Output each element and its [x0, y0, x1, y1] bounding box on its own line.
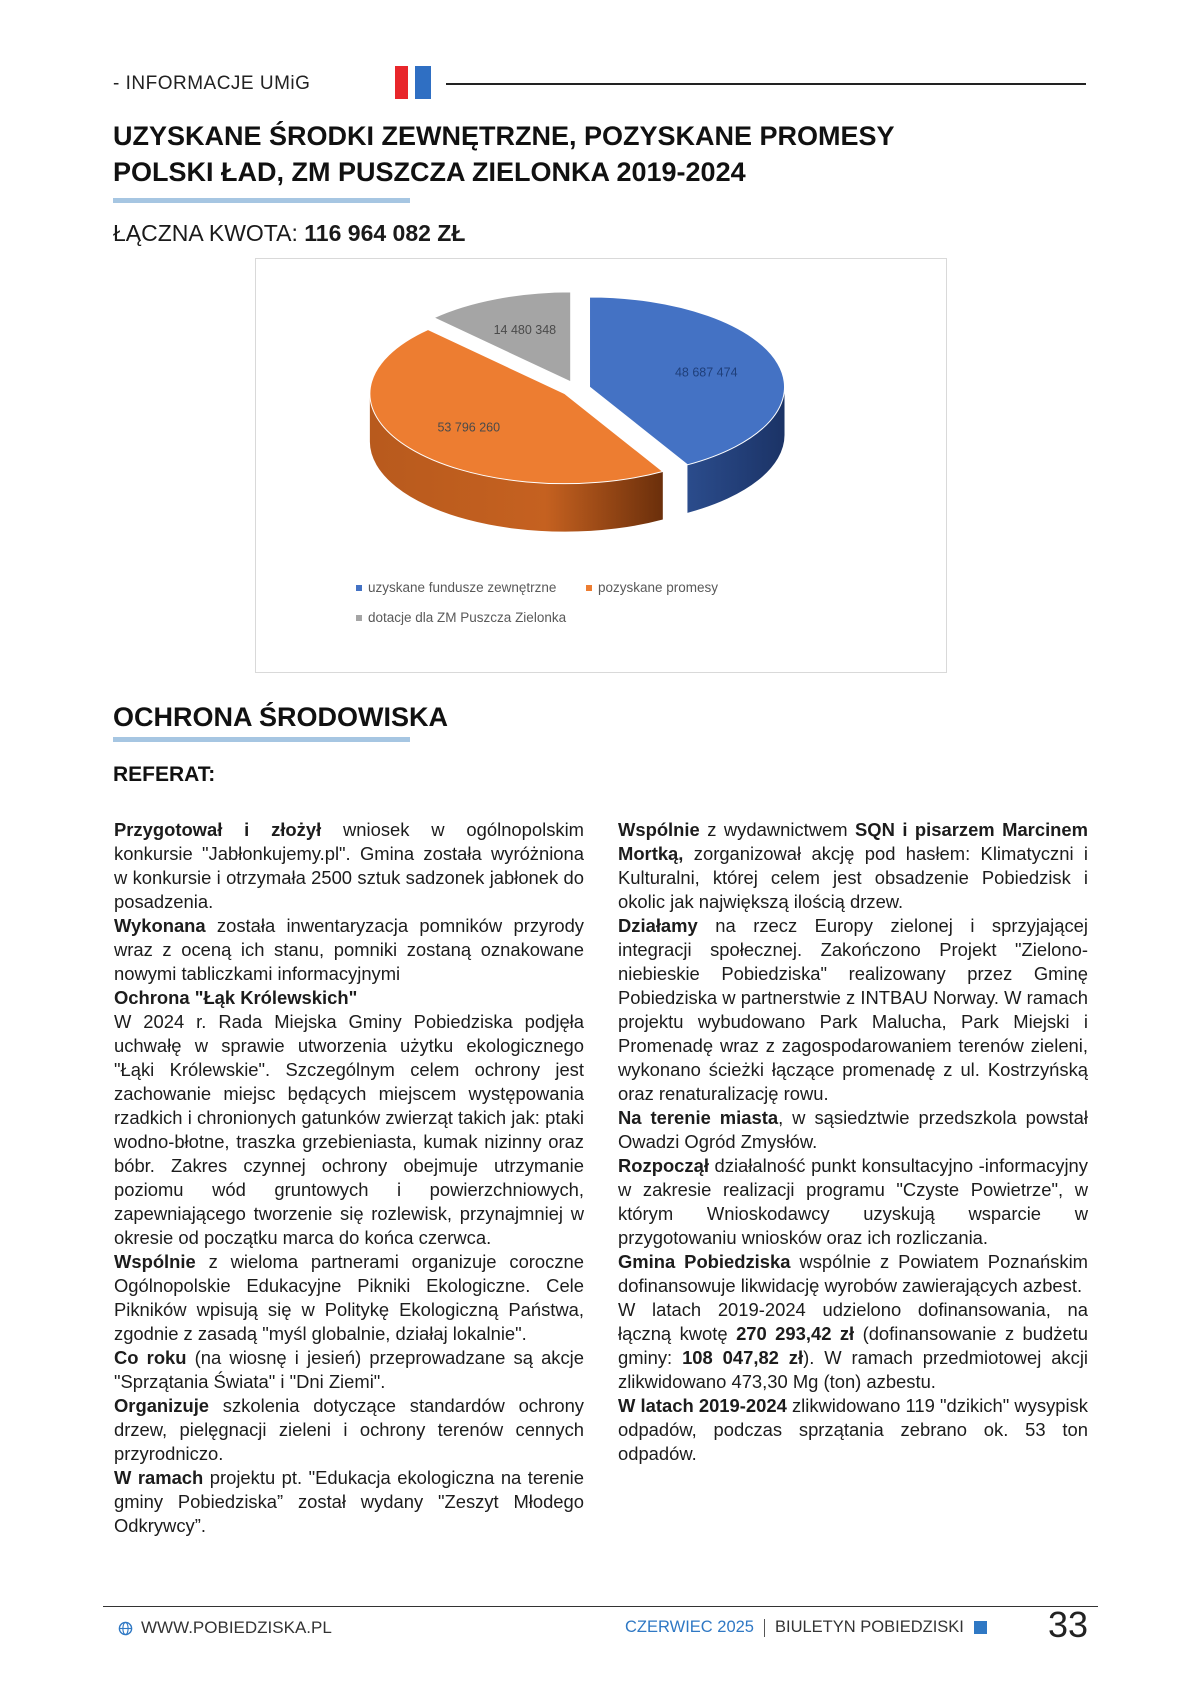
paragraph-text: szkolenia dotyczące standardów ochrony drzew, pielęgnacji zieleni i ochrony terenów cennych przyrodniczo.: [114, 1395, 584, 1464]
total-amount: [113, 220, 465, 247]
website-link[interactable]: WWW.POBIEDZISKA.PL: [141, 1618, 332, 1637]
paragraph-lead: W ramach: [114, 1467, 204, 1488]
paragraph-text: W 2024 r. Rada Miejska Gminy Pobiedziska podjęła uchwałę w sprawie utworzenia użytku ekologicznego "Łąki Królewskie". Szczególnym celem ochrony jest zachowanie miejsc będących miejscem występowania rzadkich i chronionych gatunków zwierząt takich jak: ptaki wodno-błotne, traszka grzebieniasta, kumak nizinny oraz bóbr. Zakres czynnej ochrony obejmuje utrzymanie poziomu wód gruntowych i powierzchniowych, zapewniającego tworzenie się rozlewisk, przynajmniej w okresie od początku marca do końca czerwca.: [114, 1011, 584, 1248]
pie-legend: [356, 580, 718, 625]
legend-label: pozyskane promesy: [598, 580, 719, 595]
globe-icon: [118, 1621, 133, 1636]
pie-data-label: 14 480 348: [493, 323, 557, 338]
paragraph-lead: 108 047,82 zł: [682, 1347, 804, 1368]
paragraph-text: projektu pt. "Edukacja ekologiczna na terenie gminy Pobiedziska” został wydany "Zeszyt Młodego Odkrywcy”.: [114, 1467, 584, 1536]
paragraph-lead: Przygotował i złożył: [114, 819, 322, 840]
legend-marker: [586, 585, 592, 591]
paragraph: [618, 1394, 1088, 1466]
paragraph-text: W latach 2019-2024 udzielono dofinansowania, na łączną kwotę: [618, 1299, 1088, 1344]
paragraph-text: z wieloma partnerami organizuje coroczne Ogólnopolskie Edukacyjne Pikniki Ekologiczne. Cele Pikników wpisują się w Politykę Ekologiczną Państwa, zgodnie z zasadą "myśl globalnie, działaj lokalnie".: [114, 1251, 584, 1344]
footer-website[interactable]: [118, 1618, 332, 1638]
environment-heading: OCHRONA ŚRODOWISKA: [113, 702, 448, 732]
publication-name: BIULETYN POBIEDZISKI: [775, 1618, 964, 1636]
section-label: - INFORMACJE UMiG: [113, 73, 311, 94]
funding-title: [113, 118, 1013, 190]
square-icon: [974, 1621, 987, 1634]
paragraph-text: zorganizował akcję pod hasłem: Klimatyczni i Kulturalni, której celem jest obsadzenie Pobiedzisk i okolic jak największą ilością drzew.: [618, 843, 1088, 912]
total-value: 116 964 082 ZŁ: [304, 220, 466, 246]
paragraph: [114, 1466, 584, 1538]
paragraph-lead: Wykonana: [114, 915, 206, 936]
paragraph-text: wniosek w ogólnopolskim konkursie "Jabłonkujemy.pl". Gmina została wyróżniona w konkursie i otrzymała 2500 sztuk sadzonek jabłonek do posadzenia.: [114, 819, 584, 912]
legend-label: dotacje dla ZM Puszcza Zielonka: [368, 610, 567, 625]
paragraph: [618, 1106, 1088, 1154]
paragraph-lead: W latach 2019-2024: [618, 1395, 787, 1416]
referat-heading: REFERAT:: [113, 763, 216, 786]
paragraph-lead: 270 293,42 zł: [736, 1323, 855, 1344]
paragraph: [618, 1154, 1088, 1250]
paragraph-lead: Ochrona "Łąk Królewskich": [114, 987, 358, 1008]
paragraph-lead: Na terenie miasta: [618, 1107, 779, 1128]
flag-icon: [395, 66, 431, 99]
title-underline: [113, 198, 410, 203]
total-label: ŁĄCZNA KWOTA:: [113, 220, 298, 246]
paragraph: [114, 1010, 584, 1250]
paragraph-text: zlikwidowano 119 "dzikich" wysypisk odpadów, podczas sprzątania zebrano ok. 53 ton odpadów.: [618, 1395, 1088, 1464]
paragraph-text: z wydawnictwem: [699, 819, 856, 840]
paragraph-text: działalność punkt konsultacyjno -informacyjny w zakresie realizacji programu "Czyste Powietrze", w którym Wnioskodawcy uzyskują wsparcie w przygotowaniu wniosków oraz ich rozliczania.: [618, 1155, 1088, 1248]
paragraph: [114, 914, 584, 986]
paragraph-text: wspólnie z Powiatem Poznańskim dofinansowuje likwidację wyrobów zawierających azbest.: [618, 1251, 1088, 1296]
paragraph: [114, 986, 584, 1010]
paragraph-text: została inwentaryzacja pomników przyrody wraz z oceną ich stanu, pomniki zostaną oznakowane nowymi tabliczkami informacyjnymi: [114, 915, 584, 984]
legend-marker: [356, 615, 362, 621]
footer-divider: [103, 1606, 1098, 1607]
header-divider: [446, 83, 1086, 85]
pie-data-label: 53 796 260: [437, 420, 501, 435]
footer-separator: [764, 1619, 765, 1637]
funding-title-line-2: POLSKI ŁAD, ZM PUSZCZA ZIELONKA 2019-2024: [113, 157, 746, 187]
paragraph: [114, 1346, 584, 1394]
funding-title-line-1: UZYSKANE ŚRODKI ZEWNĘTRZNE, POZYSKANE PROMESY: [113, 121, 895, 151]
paragraph-lead: Działamy: [618, 915, 698, 936]
paragraph: [618, 1298, 1088, 1394]
pie-data-label: 48 687 474: [674, 365, 738, 380]
paragraph-text: (na wiosnę i jesień) przeprowadzane są akcje "Sprzątania Świata" i "Dni Ziemi".: [114, 1347, 585, 1392]
issue-date: CZERWIEC 2025: [625, 1618, 754, 1636]
page-number: 33: [1048, 1604, 1089, 1645]
paragraph: [618, 914, 1088, 1106]
paragraph-text: , w sąsiedztwie przedszkola powstał Owadzi Ogród Zmysłów.: [618, 1107, 1088, 1152]
paragraph: [114, 1250, 584, 1346]
paragraph: [114, 1394, 584, 1466]
paragraph-text: na rzecz Europy zielonej i sprzyjającej integracji społecznej. Zakończono Projekt "Zielono-niebieskie Pobiedziska" realizowany przez Gminę Pobiedziska w partnerstwie z INTBAU Norway. W ramach projektu wybudowano Park Malucha, Park Miejski i Promenadę wraz z zagospodarowaniem terenów zieleni, wykonano ścieżki łączące promenadę z ul. Kostrzyńską oraz renaturalizację rowu.: [618, 915, 1088, 1104]
environment-heading-underline: [113, 737, 410, 742]
funding-pie-chart: [255, 258, 947, 673]
paragraph-lead: Organizuje: [114, 1395, 210, 1416]
paragraph-lead: Wspólnie: [114, 1251, 196, 1272]
footer-info: [625, 1618, 987, 1637]
paragraph: [114, 818, 584, 914]
paragraph: [618, 1250, 1088, 1298]
paragraph-text: ). W ramach przedmiotowej akcji zlikwidowano 473,30 Mg (ton) azbestu.: [618, 1347, 1088, 1392]
right-text-column: [618, 818, 1088, 1466]
paragraph-lead: Gmina Pobiedziska: [618, 1251, 791, 1272]
paragraph-lead: Wspólnie: [618, 819, 700, 840]
left-text-column: [114, 818, 584, 1538]
paragraph-lead: Rozpoczął: [618, 1155, 709, 1176]
paragraph-lead: SQN i pisarzem Marcinem Mortką,: [618, 819, 1088, 864]
pie-chart-svg: [256, 259, 946, 672]
paragraph: [618, 818, 1088, 914]
legend-marker: [356, 585, 362, 591]
paragraph-text: (dofinansowanie z budżetu gminy:: [618, 1323, 1089, 1368]
paragraph-lead: Co roku: [114, 1347, 187, 1368]
legend-label: uzyskane fundusze zewnętrzne: [368, 580, 557, 595]
